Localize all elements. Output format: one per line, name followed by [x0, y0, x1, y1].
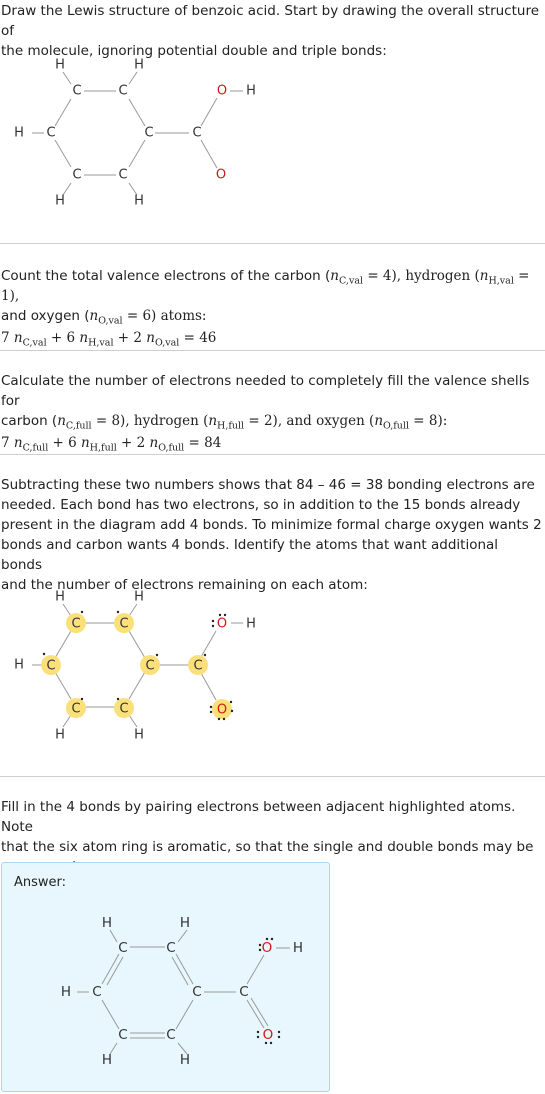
- atom-c: C: [118, 167, 128, 183]
- atom-c: C: [118, 940, 128, 956]
- atom-c: C: [46, 658, 56, 674]
- answer-box: [1, 862, 330, 1092]
- atom-h: H: [179, 915, 191, 931]
- highlighted-structure-diagram: [0, 584, 300, 749]
- atom-h: H: [134, 57, 144, 73]
- atom-h: H: [14, 657, 24, 673]
- divider: [0, 454, 545, 455]
- atom-o: O: [216, 702, 228, 718]
- atom-c: C: [119, 701, 129, 717]
- atom-c: C: [239, 984, 249, 1000]
- atom-h: H: [101, 915, 113, 931]
- answer-bonds: [77, 930, 290, 1054]
- full-shell-text: [1, 371, 543, 453]
- highlight-circles: [41, 613, 232, 719]
- atom-h: H: [134, 727, 144, 743]
- atom-c: C: [193, 658, 203, 674]
- full-formula: 7 $n_{C,full} + 6$ $n_{H,full} + 2$ $n_{O,full} = 84$: [1, 435, 222, 454]
- answer-structure-diagram: [2, 863, 329, 1091]
- atom-o: O: [216, 83, 228, 99]
- valence-line-2: and oxygen $(n_{O,val} = 6)$ atoms:: [1, 308, 207, 327]
- atom-c: C: [71, 616, 81, 632]
- atom-h: H: [134, 193, 144, 209]
- atom-h: H: [101, 1052, 113, 1068]
- atom-h: H: [55, 589, 65, 605]
- atom-c: C: [192, 125, 202, 141]
- atom-c: C: [118, 83, 128, 99]
- fill-line-1: Fill in the 4 bonds by pairing electrons between adjacent highlighted atoms. Note: [1, 799, 516, 835]
- atom-c: C: [192, 984, 202, 1000]
- atom-h: H: [55, 727, 65, 743]
- atom-h: H: [246, 83, 256, 99]
- divider: [0, 350, 545, 351]
- valence-formula: 7 $n_{C,val} + 6$ $n_{H,val} + 2$ $n_{O,val} = 46$: [1, 330, 217, 349]
- initial-atom-labels: [14, 58, 256, 209]
- atom-h: H: [55, 193, 65, 209]
- atom-c: C: [71, 701, 81, 717]
- initial-structure-diagram: [0, 52, 300, 217]
- atom-o: O: [261, 940, 273, 956]
- bonding-text: [1, 475, 543, 595]
- atom-c: C: [72, 167, 82, 183]
- atom-h: H: [246, 616, 256, 632]
- full-line-2: carbon $(n_{C,full} = 8)$, hydrogen $(n_{H,full} = 2)$, and oxygen $(n_{O,full} = 8)$:: [1, 413, 448, 432]
- atom-c: C: [145, 658, 155, 674]
- divider: [0, 243, 545, 244]
- intro-line-2: the molecule, ignoring potential double and triple bonds:: [1, 43, 387, 59]
- fill-line-2: that the six atom ring is aromatic, so that the single and double bonds may be: [1, 839, 534, 855]
- bonding-line-5: and the number of electrons remaining on each atom:: [1, 577, 368, 593]
- atom-o: O: [215, 167, 227, 183]
- intro-line-1: Draw the Lewis structure of benzoic acid. Start by drawing the overall structure of: [1, 3, 540, 39]
- bonding-line-4: bonds and carbon wants 4 bonds. Identify the atoms that want additional bonds: [1, 537, 499, 573]
- atom-c: C: [46, 125, 56, 141]
- atom-h: H: [179, 1052, 191, 1068]
- atom-c: C: [166, 1027, 176, 1043]
- atom-c: C: [118, 1027, 128, 1043]
- highlight-bonds: [32, 604, 243, 727]
- atom-o: O: [216, 616, 228, 632]
- atom-c: C: [92, 984, 102, 1000]
- bonding-line-3: present in the diagram add 4 bonds. To minimize formal charge oxygen wants 2: [1, 517, 542, 533]
- atom-h: H: [134, 589, 144, 605]
- bonding-line-1: Subtracting these two numbers shows that 84 – 46 = 38 bonding electrons are: [1, 477, 535, 493]
- bonding-line-2: needed. Each bond has two electrons, so in addition to the 15 bonds already: [1, 497, 521, 513]
- atom-o: O: [262, 1027, 274, 1043]
- valence-line-1: Count the total valence electrons of the carbon $(n_{C,val} = 4)$, hydrogen $(n_{H,val} = 1)$,: [1, 268, 530, 304]
- atom-h: H: [292, 940, 304, 956]
- atom-c: C: [144, 125, 154, 141]
- atom-h: H: [55, 57, 65, 73]
- atom-c: C: [119, 616, 129, 632]
- answer-label: Answer:: [14, 875, 67, 890]
- atom-h: H: [14, 125, 24, 141]
- atom-c: C: [166, 940, 176, 956]
- initial-bonds: [32, 72, 243, 195]
- atom-c: C: [72, 83, 82, 99]
- valence-text: [1, 266, 543, 348]
- divider: [0, 776, 545, 777]
- full-line-1: Calculate the number of electrons needed to completely fill the valence shells for: [1, 373, 530, 409]
- atom-h: H: [60, 984, 72, 1000]
